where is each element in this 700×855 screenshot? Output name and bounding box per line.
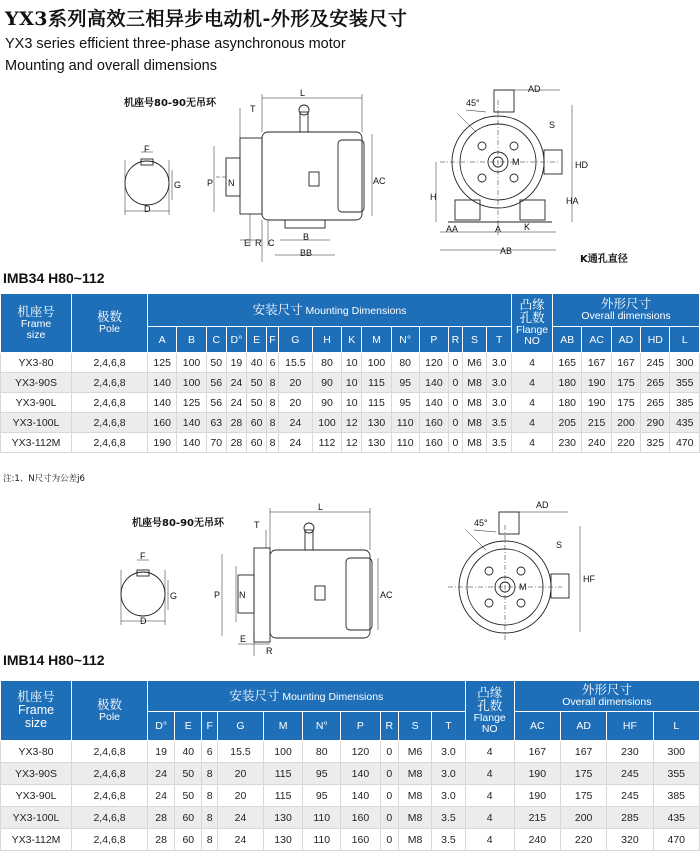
frame-header-2: 机座号 Frame size (1, 681, 72, 741)
mount-cell: 130 (263, 829, 303, 851)
table-note: 注:1、N尺寸为公差j6 (3, 474, 85, 484)
dim-F: F (144, 144, 150, 154)
overall-cell: 285 (607, 807, 653, 829)
overall-cell: 265 (641, 373, 670, 393)
mount-cell: 3.5 (487, 413, 512, 433)
overall-cell: 435 (670, 413, 700, 433)
dim-B: B (303, 232, 310, 242)
frame-cell: YX3-80 (1, 741, 72, 763)
overall-cell: 167 (611, 353, 640, 373)
mount-cell: 24 (148, 763, 175, 785)
mount-cell: 3.0 (432, 741, 465, 763)
mount-cell: 60 (247, 433, 267, 453)
pole-header: 极数 Pole (72, 294, 148, 353)
mount-cell: 6 (202, 741, 218, 763)
col-header: C (206, 327, 226, 353)
frame-cell: YX3-90L (1, 393, 72, 413)
mount-cell: 10 (342, 353, 362, 373)
flange-cell: 4 (512, 393, 553, 413)
mount-cell: 15.5 (278, 353, 312, 373)
mount-cell: 115 (263, 763, 303, 785)
mount-cell: 140 (177, 413, 206, 433)
flange-cell: 4 (465, 763, 514, 785)
mount-cell: 160 (419, 433, 448, 453)
col-header: G (218, 712, 264, 741)
mount-cell: 40 (247, 353, 267, 373)
flange-header-2: 凸缘 孔数 Flange NO (465, 681, 514, 741)
col-header: D° (226, 327, 246, 353)
mount-cell: 3.0 (487, 353, 512, 373)
dim-R: R (255, 238, 262, 248)
overall-cell: 385 (653, 785, 699, 807)
overall-cell: 325 (641, 433, 670, 453)
mount-cell: 6 (267, 353, 279, 373)
col-header: G (278, 327, 312, 353)
mount-cell: 0 (380, 763, 398, 785)
mount-cell: 160 (419, 413, 448, 433)
mount-cell: 28 (148, 807, 175, 829)
mount-cell: 3.5 (432, 829, 465, 851)
table-row (1, 741, 700, 763)
overall-cell: 220 (611, 433, 640, 453)
pole-cell: 2,4,6,8 (72, 763, 148, 785)
mount-cell: 60 (247, 413, 267, 433)
frame-cell: YX3-112M (1, 433, 72, 453)
mount-cell: 80 (303, 741, 341, 763)
col-header: T (432, 712, 465, 741)
frame-cell: YX3-112M (1, 829, 72, 851)
dim-G: G (174, 180, 182, 190)
col-header: P (419, 327, 448, 353)
mount-cell: 95 (303, 763, 341, 785)
mount-cell: 8 (267, 373, 279, 393)
dim2-AC: AC (380, 590, 393, 600)
col-header: R (380, 712, 398, 741)
mount-cell: 80 (312, 353, 341, 373)
col-header: F (202, 712, 218, 741)
mount-cell: 3.0 (487, 373, 512, 393)
col-header: HF (607, 712, 653, 741)
col-header: N° (303, 712, 341, 741)
frame-cell: YX3-90S (1, 373, 72, 393)
overall-cell: 200 (611, 413, 640, 433)
dim2-45deg: 45° (474, 518, 488, 528)
dim-HD: HD (575, 160, 588, 170)
dim-AA: AA (446, 224, 459, 234)
overall-cell: 175 (611, 373, 640, 393)
mount-cell: M6 (398, 741, 431, 763)
mount-cell: 190 (148, 433, 177, 453)
mount-cell: 95 (391, 373, 419, 393)
dim-C: C (268, 238, 275, 248)
mount-cell: 10 (342, 373, 362, 393)
mount-cell: M6 (462, 353, 487, 373)
mount-cell: 20 (218, 785, 264, 807)
mount-cell: M8 (462, 393, 487, 413)
mount-cell: 56 (206, 393, 226, 413)
flange-cell: 4 (465, 829, 514, 851)
mount-cell: 115 (362, 393, 391, 413)
dim2-T: T (254, 520, 260, 530)
dim-HA: HA (566, 196, 579, 206)
col-header: L (653, 712, 699, 741)
flange-cell: 4 (465, 785, 514, 807)
mount-cell: M8 (398, 829, 431, 851)
mount-cell: 8 (267, 393, 279, 413)
col-header: E (175, 712, 202, 741)
mount-cell: M8 (462, 373, 487, 393)
imb14-dimension-table (0, 680, 700, 851)
overall-cell: 290 (641, 413, 670, 433)
mount-cell: 12 (342, 433, 362, 453)
mount-cell: 130 (362, 433, 391, 453)
mount-cell: 0 (449, 393, 463, 413)
mount-cell: 24 (226, 393, 246, 413)
pole-cell: 2,4,6,8 (72, 741, 148, 763)
mount-cell: 100 (263, 741, 303, 763)
overall-cell: 165 (553, 353, 582, 373)
mount-cell: 0 (380, 807, 398, 829)
mount-cell: 12 (342, 413, 362, 433)
col-header: S (398, 712, 431, 741)
frame-cell: YX3-90S (1, 763, 72, 785)
mount-cell: 24 (278, 433, 312, 453)
mount-cell: 50 (206, 353, 226, 373)
col-header: S (462, 327, 487, 353)
dim2-E: E (240, 634, 247, 644)
mount-cell: 120 (419, 353, 448, 373)
mount-cell: 3.0 (432, 763, 465, 785)
mount-cell: 140 (148, 393, 177, 413)
col-header: M (263, 712, 303, 741)
subtitle-mounting: Mounting and overall dimensions (5, 58, 217, 74)
flange-cell: 4 (465, 807, 514, 829)
col-header: N° (391, 327, 419, 353)
col-header: R (449, 327, 463, 353)
overall-cell: 300 (653, 741, 699, 763)
mount-cell: 3.0 (487, 393, 512, 413)
pole-cell: 2,4,6,8 (72, 373, 148, 393)
overall-cell: 190 (582, 373, 611, 393)
dim-N: N (228, 178, 235, 188)
col-header: L (670, 327, 700, 353)
mount-cell: 0 (449, 353, 463, 373)
flange-header: 凸缘 孔数 Flange NO (512, 294, 553, 353)
mount-cell: 28 (226, 413, 246, 433)
mount-cell: 90 (312, 393, 341, 413)
dim-BB: BB (300, 248, 313, 258)
col-header: HD (641, 327, 670, 353)
pole-cell: 2,4,6,8 (72, 807, 148, 829)
mount-cell: 60 (175, 807, 202, 829)
mount-cell: 20 (278, 373, 312, 393)
col-header: H (312, 327, 341, 353)
overall-header-2: 外形尺寸 Overall dimensions (514, 681, 699, 712)
mount-cell: 8 (267, 433, 279, 453)
mount-header: 安装尺寸 Mounting Dimensions (148, 294, 512, 327)
overall-cell: 175 (560, 763, 606, 785)
mount-cell: 0 (380, 741, 398, 763)
dim-AC: AC (373, 176, 386, 186)
overall-cell: 300 (670, 353, 700, 373)
dim2-N: N (239, 590, 246, 600)
overall-cell: 167 (560, 741, 606, 763)
section1-title: IMB34 H80~112 (3, 270, 105, 286)
mount-cell: 160 (341, 829, 381, 851)
col-header: B (177, 327, 206, 353)
mount-cell: 56 (206, 373, 226, 393)
overall-cell: 175 (560, 785, 606, 807)
overall-cell: 215 (582, 413, 611, 433)
mount-cell: 24 (148, 785, 175, 807)
frame-cell: YX3-100L (1, 413, 72, 433)
overall-cell: 265 (641, 393, 670, 413)
page-title: YX3系列高效三相异步电动机-外形及安装尺寸 (5, 8, 408, 30)
col-header: E (247, 327, 267, 353)
flange-cell: 4 (512, 413, 553, 433)
overall-cell: 200 (560, 807, 606, 829)
overall-cell: 245 (607, 763, 653, 785)
mount-cell: 160 (148, 413, 177, 433)
overall-cell: 470 (670, 433, 700, 453)
mount-cell: 24 (226, 373, 246, 393)
mount-cell: 125 (148, 353, 177, 373)
mount-cell: 0 (380, 829, 398, 851)
mount-cell: 50 (175, 763, 202, 785)
mount-header-2: 安装尺寸 Mounting Dimensions (148, 681, 466, 712)
mount-cell: 0 (449, 433, 463, 453)
overall-cell: 167 (582, 353, 611, 373)
mount-cell: 100 (362, 353, 391, 373)
col-header: AC (582, 327, 611, 353)
dim2-G: G (170, 591, 178, 601)
mount-cell: 63 (206, 413, 226, 433)
mount-cell: 8 (202, 829, 218, 851)
mount-cell: M8 (398, 807, 431, 829)
mount-cell: M8 (398, 763, 431, 785)
mount-cell: 140 (419, 373, 448, 393)
dim2-P: P (214, 590, 221, 600)
dim2-R: R (266, 646, 273, 656)
mount-cell: 50 (247, 373, 267, 393)
dim-M: M (512, 157, 520, 167)
dim2-L: L (318, 502, 324, 512)
mount-cell: 10 (342, 393, 362, 413)
overall-cell: 175 (611, 393, 640, 413)
overall-cell: 190 (514, 763, 560, 785)
mount-cell: 3.0 (432, 785, 465, 807)
mount-cell: 125 (177, 393, 206, 413)
frame-cell: YX3-80 (1, 353, 72, 373)
pole-cell: 2,4,6,8 (72, 829, 148, 851)
mount-cell: 19 (148, 741, 175, 763)
overall-cell: 245 (607, 785, 653, 807)
overall-cell: 230 (553, 433, 582, 453)
pole-cell: 2,4,6,8 (72, 353, 148, 373)
overall-cell: 180 (553, 373, 582, 393)
overall-cell: 355 (670, 373, 700, 393)
overall-cell: 167 (514, 741, 560, 763)
mount-cell: 110 (391, 413, 419, 433)
mount-cell: 110 (303, 807, 341, 829)
dim-S: S (549, 120, 556, 130)
overall-cell: 220 (560, 829, 606, 851)
frame-cell: YX3-90L (1, 785, 72, 807)
mount-cell: 70 (206, 433, 226, 453)
dim2-S: S (556, 540, 563, 550)
col-header: T (487, 327, 512, 353)
col-header: K (342, 327, 362, 353)
col-header: F (267, 327, 279, 353)
mount-cell: M8 (462, 413, 487, 433)
mount-cell: 100 (177, 353, 206, 373)
mount-cell: 95 (391, 393, 419, 413)
mount-cell: 120 (341, 741, 381, 763)
mount-cell: 95 (303, 785, 341, 807)
col-header: AD (560, 712, 606, 741)
dim2-F: F (140, 551, 146, 561)
section2-title: IMB14 H80~112 (3, 652, 105, 668)
frame-cell: YX3-100L (1, 807, 72, 829)
col-header: D° (148, 712, 175, 741)
overall-cell: 355 (653, 763, 699, 785)
dim-L: L (300, 88, 306, 98)
mount-cell: 110 (303, 829, 341, 851)
overall-cell: 180 (553, 393, 582, 413)
mount-cell: 24 (218, 829, 264, 851)
overall-cell: 190 (514, 785, 560, 807)
dim-K: K (524, 222, 531, 232)
mount-cell: 140 (419, 393, 448, 413)
mount-cell: 130 (263, 807, 303, 829)
mount-cell: 0 (380, 785, 398, 807)
dim-E: E (244, 238, 251, 248)
dim-H: H (430, 192, 437, 202)
flange-cell: 4 (512, 433, 553, 453)
table-row (1, 807, 700, 829)
mount-cell: 50 (247, 393, 267, 413)
mount-cell: 112 (312, 433, 341, 453)
mount-cell: 8 (202, 763, 218, 785)
overall-cell: 240 (514, 829, 560, 851)
mount-cell: 8 (202, 785, 218, 807)
k-hole-note: K通孔直径 (580, 254, 628, 265)
overall-cell: 435 (653, 807, 699, 829)
mount-cell: 90 (312, 373, 341, 393)
overall-cell: 240 (582, 433, 611, 453)
overall-cell: 205 (553, 413, 582, 433)
flange-cell: 4 (512, 353, 553, 373)
subtitle-english: YX3 series efficient three-phase asynchronous motor (5, 36, 346, 52)
col-header: AB (553, 327, 582, 353)
table-row (1, 785, 700, 807)
overall-cell: 385 (670, 393, 700, 413)
dim-T: T (250, 104, 256, 114)
flange-cell: 4 (512, 373, 553, 393)
mount-cell: 24 (218, 807, 264, 829)
mount-cell: 130 (362, 413, 391, 433)
overall-cell: 230 (607, 741, 653, 763)
dim-AB: AB (500, 246, 513, 256)
mount-cell: M8 (398, 785, 431, 807)
overall-cell: 470 (653, 829, 699, 851)
drawing1-note: 机座号80-90无吊环 (124, 98, 216, 109)
overall-cell: 320 (607, 829, 653, 851)
pole-cell: 2,4,6,8 (72, 785, 148, 807)
overall-cell: 245 (641, 353, 670, 373)
mount-cell: 28 (226, 433, 246, 453)
drawing2-note: 机座号80-90无吊环 (132, 518, 224, 529)
mount-cell: 80 (391, 353, 419, 373)
table-row (1, 829, 700, 851)
col-header: A (148, 327, 177, 353)
mount-cell: M8 (462, 433, 487, 453)
flange-cell: 4 (465, 741, 514, 763)
frame-header: 机座号 Frame size (1, 294, 72, 353)
pole-cell: 2,4,6,8 (72, 433, 148, 453)
mount-cell: 24 (278, 413, 312, 433)
dim-D: D (144, 204, 151, 214)
mount-cell: 3.5 (487, 433, 512, 453)
overall-cell: 215 (514, 807, 560, 829)
mount-cell: 15.5 (218, 741, 264, 763)
mount-cell: 160 (341, 807, 381, 829)
dim2-D: D (140, 616, 147, 626)
mount-cell: 8 (202, 807, 218, 829)
dim-A: A (495, 224, 502, 234)
mount-cell: 3.5 (432, 807, 465, 829)
mount-cell: 40 (175, 741, 202, 763)
pole-cell: 2,4,6,8 (72, 393, 148, 413)
dim-45deg: 45° (466, 98, 480, 108)
dim2-AD: AD (536, 500, 549, 510)
dim-AD: AD (528, 84, 541, 94)
mount-cell: 140 (341, 785, 381, 807)
mount-cell: 60 (175, 829, 202, 851)
mount-cell: 100 (312, 413, 341, 433)
mount-cell: 140 (148, 373, 177, 393)
col-header: AD (611, 327, 640, 353)
table-row (1, 763, 700, 785)
mount-cell: 20 (278, 393, 312, 413)
overall-cell: 190 (582, 393, 611, 413)
col-header: M (362, 327, 391, 353)
mount-cell: 115 (263, 785, 303, 807)
mount-cell: 140 (177, 433, 206, 453)
mount-cell: 50 (175, 785, 202, 807)
pole-header-2: 极数 Pole (72, 681, 148, 741)
mount-cell: 0 (449, 413, 463, 433)
mount-cell: 115 (362, 373, 391, 393)
dim-P: P (207, 178, 214, 188)
mount-cell: 110 (391, 433, 419, 453)
mount-cell: 100 (177, 373, 206, 393)
dim2-M: M (519, 582, 527, 592)
mount-cell: 20 (218, 763, 264, 785)
mount-cell: 0 (449, 373, 463, 393)
mount-cell: 19 (226, 353, 246, 373)
mount-cell: 8 (267, 413, 279, 433)
mount-cell: 28 (148, 829, 175, 851)
pole-cell: 2,4,6,8 (72, 413, 148, 433)
dim2-HF: HF (583, 574, 595, 584)
mount-cell: 140 (341, 763, 381, 785)
col-header: P (341, 712, 381, 741)
overall-header: 外形尺寸 Overall dimensions (553, 294, 700, 327)
col-header: AC (514, 712, 560, 741)
